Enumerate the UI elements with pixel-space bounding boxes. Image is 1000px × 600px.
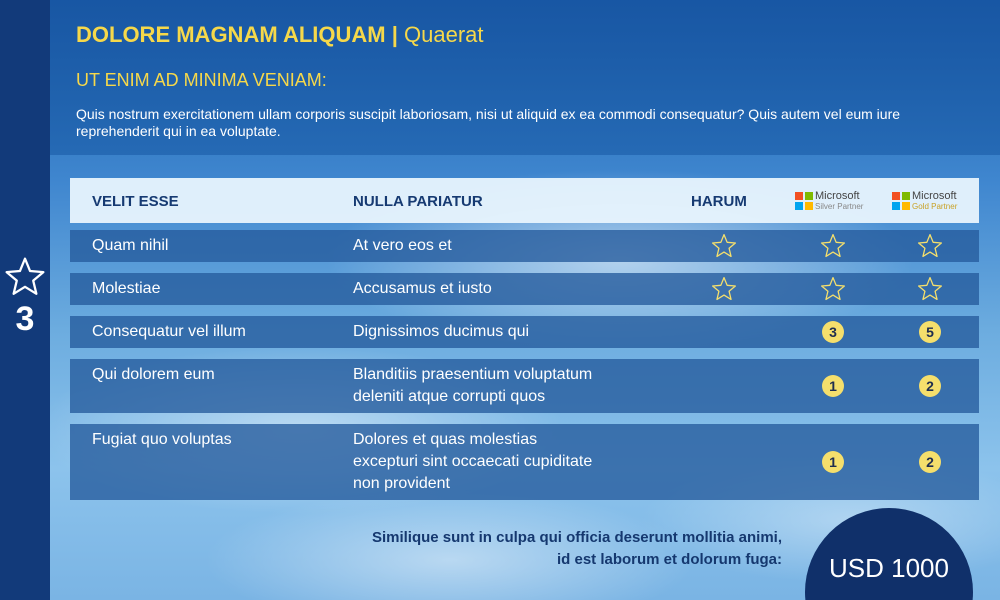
row-label: Molestiae: [92, 280, 161, 297]
row-description-line: non provident: [353, 475, 450, 492]
row-description: [353, 321, 529, 343]
table-row: [70, 316, 979, 348]
star-outline-icon: [711, 276, 737, 302]
title-main: DOLORE MAGNAM ALIQUAM |: [76, 22, 398, 47]
price-label: USD 1000: [829, 553, 949, 583]
header-velit-esse: VELIT ESSE: [92, 193, 179, 210]
title-sub: Quaerat: [404, 22, 484, 47]
section-subtitle: UT ENIM AD MINIMA VENIAM:: [76, 70, 327, 90]
intro-paragraph: Quis nostrum exercitationem ullam corporis suscipit laboriosam, nisi ut aliquid ex ea commodi consequatur? Quis autem vel eum iure reprehenderit qui in ea voluptate.: [76, 106, 901, 139]
section-number: 3: [15, 300, 35, 338]
row-label: Consequatur vel illum: [92, 323, 246, 340]
star-outline-icon: [820, 276, 846, 302]
header-harum: HARUM: [691, 193, 747, 210]
gold-count-badge: 5: [919, 321, 941, 343]
row-description: [353, 278, 492, 300]
row-description-line: Blanditiis praesentium voluptatum: [353, 366, 593, 383]
row-label: Quam nihil: [92, 237, 169, 254]
table-row: [70, 273, 979, 305]
price-circle: [805, 508, 973, 600]
table-header: VELIT ESSE NULLA PARIATUR HARUM Microsoft Silver Partner Microsoft Gold Partner: [70, 178, 979, 223]
table-row: [70, 424, 979, 500]
row-description-line: At vero eos et: [353, 237, 452, 254]
sidebar: [0, 0, 50, 600]
row-description-line: Dolores et quas molestias: [353, 431, 538, 448]
row-label: Qui dolorem eum: [92, 366, 215, 383]
row-description: [353, 364, 592, 408]
star-outline-icon: [711, 233, 737, 259]
page-title: [76, 22, 484, 48]
silver-count-badge: 1: [822, 375, 844, 397]
microsoft-logo-icon: [892, 192, 910, 210]
row-description: [353, 235, 452, 257]
table-row: [70, 359, 979, 413]
star-outline-icon: [917, 276, 943, 302]
gold-count-badge: 2: [919, 375, 941, 397]
footer-line-2: id est laborum et dolorum fuga:: [556, 551, 782, 568]
star-outline-icon: [917, 233, 943, 259]
star-outline-icon: [820, 233, 846, 259]
footer-line-1: Similique sunt in culpa qui officia deserunt mollitia animi,: [371, 529, 782, 546]
row-description-line: Accusamus et iusto: [353, 280, 492, 297]
row-description-line: Dignissimos ducimus qui: [353, 323, 530, 340]
row-label: Fugiat quo voluptas: [92, 431, 232, 448]
silver-count-badge: 1: [822, 451, 844, 473]
gold-count-badge: 2: [919, 451, 941, 473]
table-row: [70, 230, 979, 262]
row-description-line: excepturi sint occaecati cupiditate: [353, 453, 593, 470]
row-description: [353, 429, 592, 495]
header-nulla-pariatur: NULLA PARIATUR: [353, 193, 483, 210]
star-outline-icon: [4, 256, 46, 298]
silver-count-badge: 3: [822, 321, 844, 343]
row-description-line: deleniti atque corrupti quos: [353, 388, 546, 405]
microsoft-logo-icon: [795, 192, 813, 210]
footer-text: [182, 527, 782, 571]
